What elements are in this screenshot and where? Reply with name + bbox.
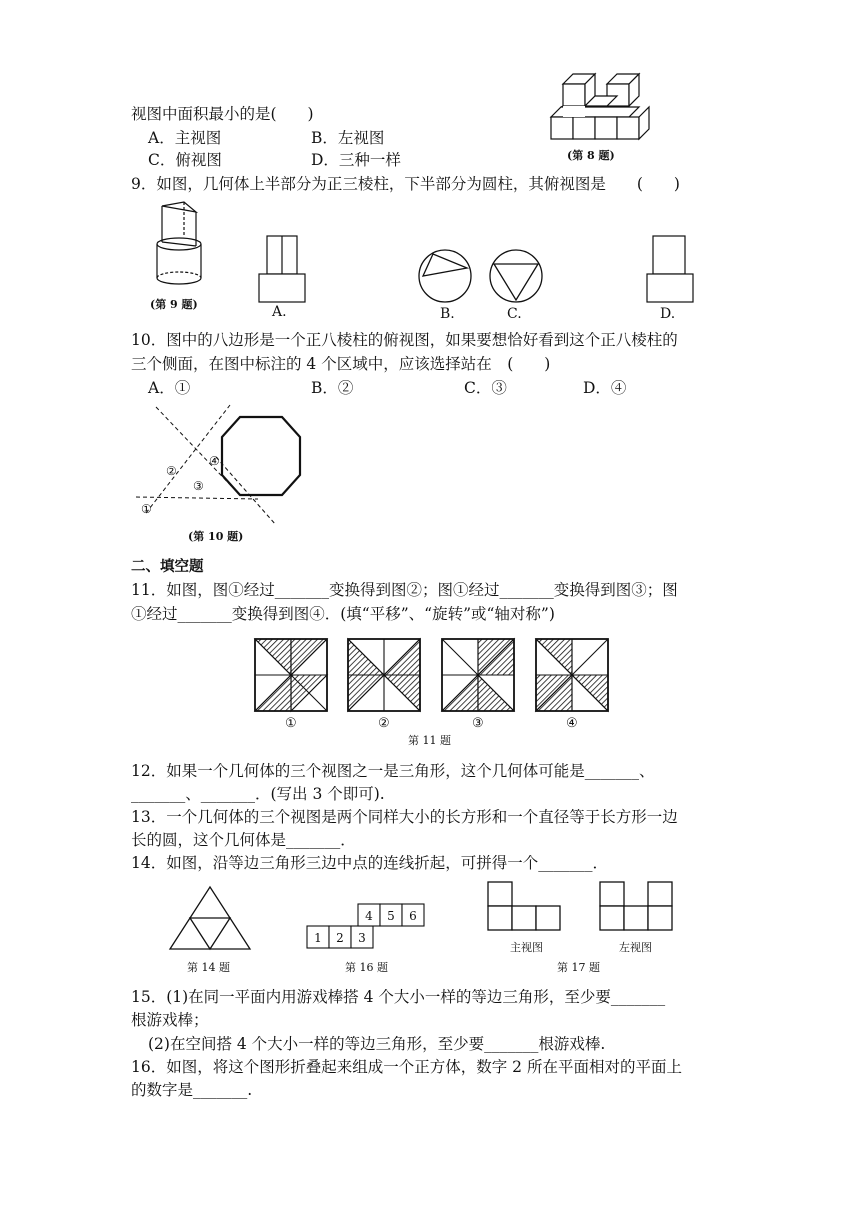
q10-region-4: ④ xyxy=(209,454,220,468)
q12-line1: 12．如果一个几何体的三个视图之一是三角形，这个几何体可能是_______、 xyxy=(131,762,655,780)
q10-line2: 三个侧面，在图中标注的 4 个区域中，应该选择站在 ( ) xyxy=(131,355,551,373)
q9-option-d-label: D. xyxy=(660,306,676,322)
q10-caption: (第 10 题) xyxy=(188,530,244,543)
main-view-label: 主视图 xyxy=(510,941,543,954)
left-view-label: 左视图 xyxy=(619,941,652,954)
q16-line1: 16．如图，将这个图形折叠起来组成一个正方体，数字 2 所在平面相对的平面上 xyxy=(131,1058,682,1076)
q11-line2: ①经过_______变换得到图④．(填“平移”、“旋转”或“轴对称”) xyxy=(131,605,555,623)
q13-line1: 13．一个几何体的三个视图是两个同样大小的长方形和一个直径等于长方形一边 xyxy=(131,808,678,826)
fig14-caption: 第 14 题 xyxy=(187,961,230,974)
q8-option-c: C．俯视图 xyxy=(148,151,222,169)
q8-stem: 视图中面积最小的是( ) xyxy=(131,105,314,123)
q15-line1: 15．(1)在同一平面内用游戏棒搭 4 个大小一样的等边三角形，至少要_______ xyxy=(131,988,666,1006)
net-number-4: 4 xyxy=(365,909,373,923)
q17-main-view-figure xyxy=(485,880,565,932)
q9-option-c-figure xyxy=(487,248,547,308)
q9-option-a-label: A. xyxy=(272,304,287,320)
q10-octagon-figure xyxy=(136,405,306,525)
q10-line1: 10．图中的八边形是一个正八棱柱的俯视图，如果要想恰好看到这个正八棱柱的 xyxy=(131,331,678,349)
q8-option-a: A．主视图 xyxy=(148,129,222,147)
q15-line2: 根游戏棒； xyxy=(131,1011,209,1029)
q9-option-b-label: B. xyxy=(440,306,455,322)
q11-label-3: ③ xyxy=(472,716,484,731)
q9-option-c-label: C. xyxy=(507,306,522,322)
q11-label-2: ② xyxy=(378,716,390,731)
section-title: 二、填空题 xyxy=(131,559,204,575)
q11-label-1: ① xyxy=(285,716,297,731)
fig17-caption: 第 17 题 xyxy=(557,961,600,974)
q9-option-b-figure xyxy=(417,248,477,308)
q9-stem: 9．如图，几何体上半部分为正三棱柱，下半部分为圆柱，其俯视图是 ( ) xyxy=(131,175,680,193)
net-number-2: 2 xyxy=(336,931,344,945)
net-number-6: 6 xyxy=(409,909,417,923)
q11-label-4: ④ xyxy=(566,716,578,731)
q8-caption: (第 8 题) xyxy=(567,149,615,162)
net-number-1: 1 xyxy=(314,931,322,945)
q11-line1: 11．如图，图①经过_______变换得到图②；图①经过_______变换得到图③；图 xyxy=(131,581,678,599)
q11-caption: 第 11 题 xyxy=(408,734,451,747)
q8-cube-figure xyxy=(540,70,650,142)
q14-line1: 14．如图，沿等边三角形三边中点的连线折起，可拼得一个_______． xyxy=(131,854,608,872)
q13-line2: 长的圆，这个几何体是_______． xyxy=(131,831,356,849)
q11-squares-figure xyxy=(250,636,620,734)
q9-caption: (第 9 题) xyxy=(150,298,198,311)
q8-option-b: B．左视图 xyxy=(311,129,385,147)
q9-option-a-figure xyxy=(255,233,311,305)
q17-left-view-figure xyxy=(597,880,677,932)
q10-region-1: ① xyxy=(141,502,152,516)
q10-region-3: ③ xyxy=(193,479,204,493)
q12-line2: _______、_______．(写出 3 个即可). xyxy=(131,785,385,803)
q14-triangle-figure xyxy=(168,885,254,953)
q16-cube-net-figure xyxy=(304,900,434,954)
q10-region-2: ② xyxy=(166,464,177,478)
net-number-3: 3 xyxy=(358,931,366,945)
q9-option-d-figure xyxy=(643,233,699,305)
q10-option-c: C．③ xyxy=(464,379,507,397)
q10-option-b: B．② xyxy=(311,379,354,397)
q10-option-a: A．① xyxy=(148,379,191,397)
net-number-5: 5 xyxy=(387,909,395,923)
fig16-caption: 第 16 题 xyxy=(345,961,388,974)
q10-option-d: D．④ xyxy=(583,379,627,397)
q16-line2: 的数字是_______. xyxy=(131,1081,253,1099)
q15-line3: (2)在空间搭 4 个大小一样的等边三角形，至少要_______根游戏棒. xyxy=(148,1035,606,1053)
q8-option-d: D．三种一样 xyxy=(311,151,401,169)
q9-solid-figure xyxy=(150,198,210,290)
